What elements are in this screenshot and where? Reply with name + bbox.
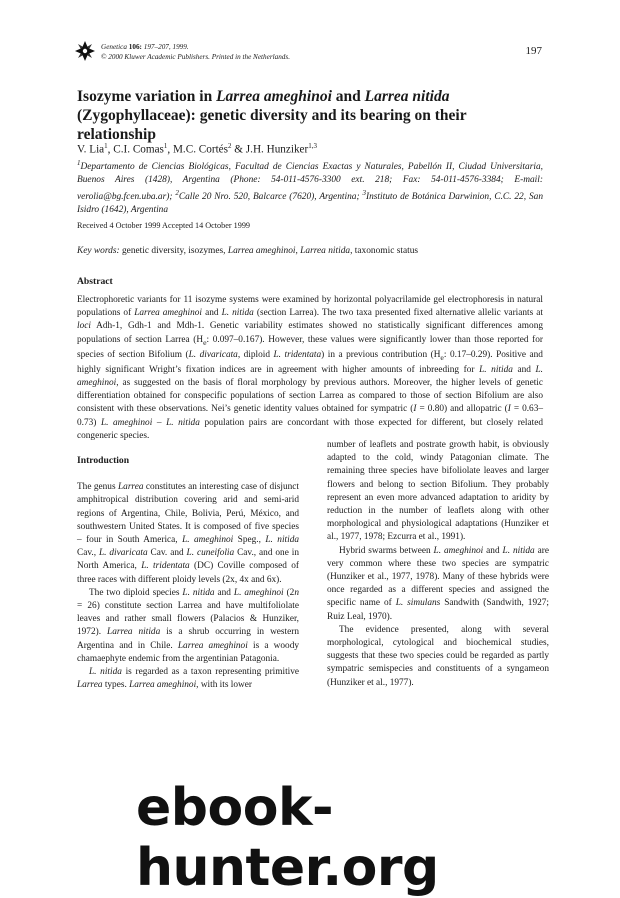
intro-paragraph-2: The two diploid species L. nitida and L. ameghinoi (2n = 26) constitute section Larrea and have multifoliolate leaves and rather small flowers (Palacios & Hunziker, 1972). Larrea nitida is a shrub occurring in western Argentina and in Chile. Larrea ameghinoi is a woody chamaephyte endemic from the argentinian Patagonia. bbox=[77, 587, 299, 664]
left-column bbox=[77, 454, 299, 692]
affiliations: $^1$Departamento de Ciencias Biológicas, Facultad de Ciencias Exactas y Naturales, Pabellón II, Ciudad Universitaria, Buenos Aires (1428), Argentina (Phone: 54-011-4576-3300 ext. 218; Fax: 54-011-4576-3384; E-mail: verolia@bg.fcen.uba.ar); $^2$Calle 20 Nro. 520, Balcarce (7620), Argentina; $^3$Instituto de Botánica Darwinion, C.C. 22, San Isidro (1642), Argentina bbox=[77, 159, 544, 216]
received-dates: Received 4 October 1999 Accepted 14 October 1999 bbox=[77, 221, 251, 230]
journal-citation bbox=[101, 42, 290, 62]
watermark-text: ebook-hunter.org bbox=[136, 778, 439, 898]
journal-name: Genetica bbox=[101, 43, 127, 51]
abstract-heading: Abstract bbox=[77, 276, 113, 287]
keywords: Key words: genetic diversity, isozymes, Larrea ameghinoi, Larrea nitida, taxonomic status bbox=[77, 246, 419, 256]
abstract-body: Electrophoretic variants for 11 isozyme systems were examined by horizontal polyacrilamide gel electrophoresis in natural populations of Larrea ameghinoi and L. nitida (section Larrea). The two taxa presented fixed alternative allelic variants at loci Adh-1, Gdh-1 and Mdh-1. Genetic variability estimates showed no statistically significant differences among populations of section Larrea ($H_e$: 0.097–0.167). However, these values were significantly lower than those reported for species of section Bifolium (L. divaricata, diploid L. tridentata) in a previous contribution ($H_e$: 0.17–0.29). Positive and highly significant Wright’s fixation indices are in agreement with higher amounts of inbreeding for L. nitida and L. ameghinoi, as suggested on the basis of floral morphology by previous authors. Moreover, the higher levels of genetic differentiation obtained for conspecific populations of section Larrea as compared to those of section Bifolium are also consistent with these observations. Nei’s genetic identity values obtained for sympatric (I = 0.80) and allopatric (I = 0.63–0.73) L. ameghinoi – L. nitida population pairs are concordant with those expected for different, but closely related congeneric species. bbox=[77, 295, 544, 441]
journal-volume: 106: bbox=[128, 43, 142, 51]
copyright-line: © 2000 Kluwer Academic Publishers. Printed in the Netherlands. bbox=[101, 53, 290, 61]
right-column bbox=[327, 439, 549, 690]
kluwer-logo-icon bbox=[74, 40, 96, 62]
intro-paragraph-5: The evidence presented, along with several morphological, cytological and biochemical studies, suggests that these two species could be regarded as partly sympatric semispecies and constituents of a syngameon (Hunziker et al., 1977). bbox=[327, 624, 549, 688]
introduction-heading: Introduction bbox=[77, 455, 130, 466]
paper-title: Isozyme variation in Larrea ameghinoi and Larrea nitida (Zygophyllaceae): genetic diversity and its bearing on their relationship bbox=[77, 88, 467, 143]
intro-paragraph-4: Hybrid swarms between L. ameghinoi and L. nitida are very common where these two species are sympatric (Hunziker et al., 1977, 1978). Many of these hybrids were once regarded as a different species and assigned the specific name of L. simulans Sandwith (Sandwith, 1927; Ruiz Leal, 1970). bbox=[327, 545, 549, 622]
intro-paragraph-3-continued: number of leaflets and postrate growth habit, is obviously adapted to the cold, windy Patagonian climate. The remaining three species have bifoliolate leaves and larger flowers and belong to section Bifolium. They probably represent an even more advanced adaptation to aridity by reduction in the number of leaflets along with other morphological and physiological adaptations (Hunziker et al., 1977, 1978; Ezcurra et al., 1991). bbox=[327, 440, 549, 543]
page-number: 197 bbox=[525, 45, 542, 57]
author-list: V. Lia$^1$, C.I. Comas$^1$, M.C. Cortés$^2$ & J.H. Hunziker$^{1,3}$ bbox=[77, 142, 317, 156]
journal-pages: 197–207, 1999. bbox=[141, 43, 189, 51]
intro-paragraph-3: L. nitida is regarded as a taxon representing primitive Larrea types. Larrea ameghinoi, with its lower bbox=[77, 667, 300, 691]
intro-paragraph-1: The genus Larrea constitutes an interesting case of disjunct amphitropical distribution covering arid and semi-arid regions of Argentina, Chile, Bolivia, Perú, México, and southwestern United States. It is composed of five species – four in South America, L. ameghinoi Speg., L. nitida Cav., L. divaricata Cav. and L. cuneifolia Cav., and one in North America, L. tridentata (DC) Coville composed of three races with different ploidy levels (2x, 4x and 6x). bbox=[77, 482, 300, 585]
